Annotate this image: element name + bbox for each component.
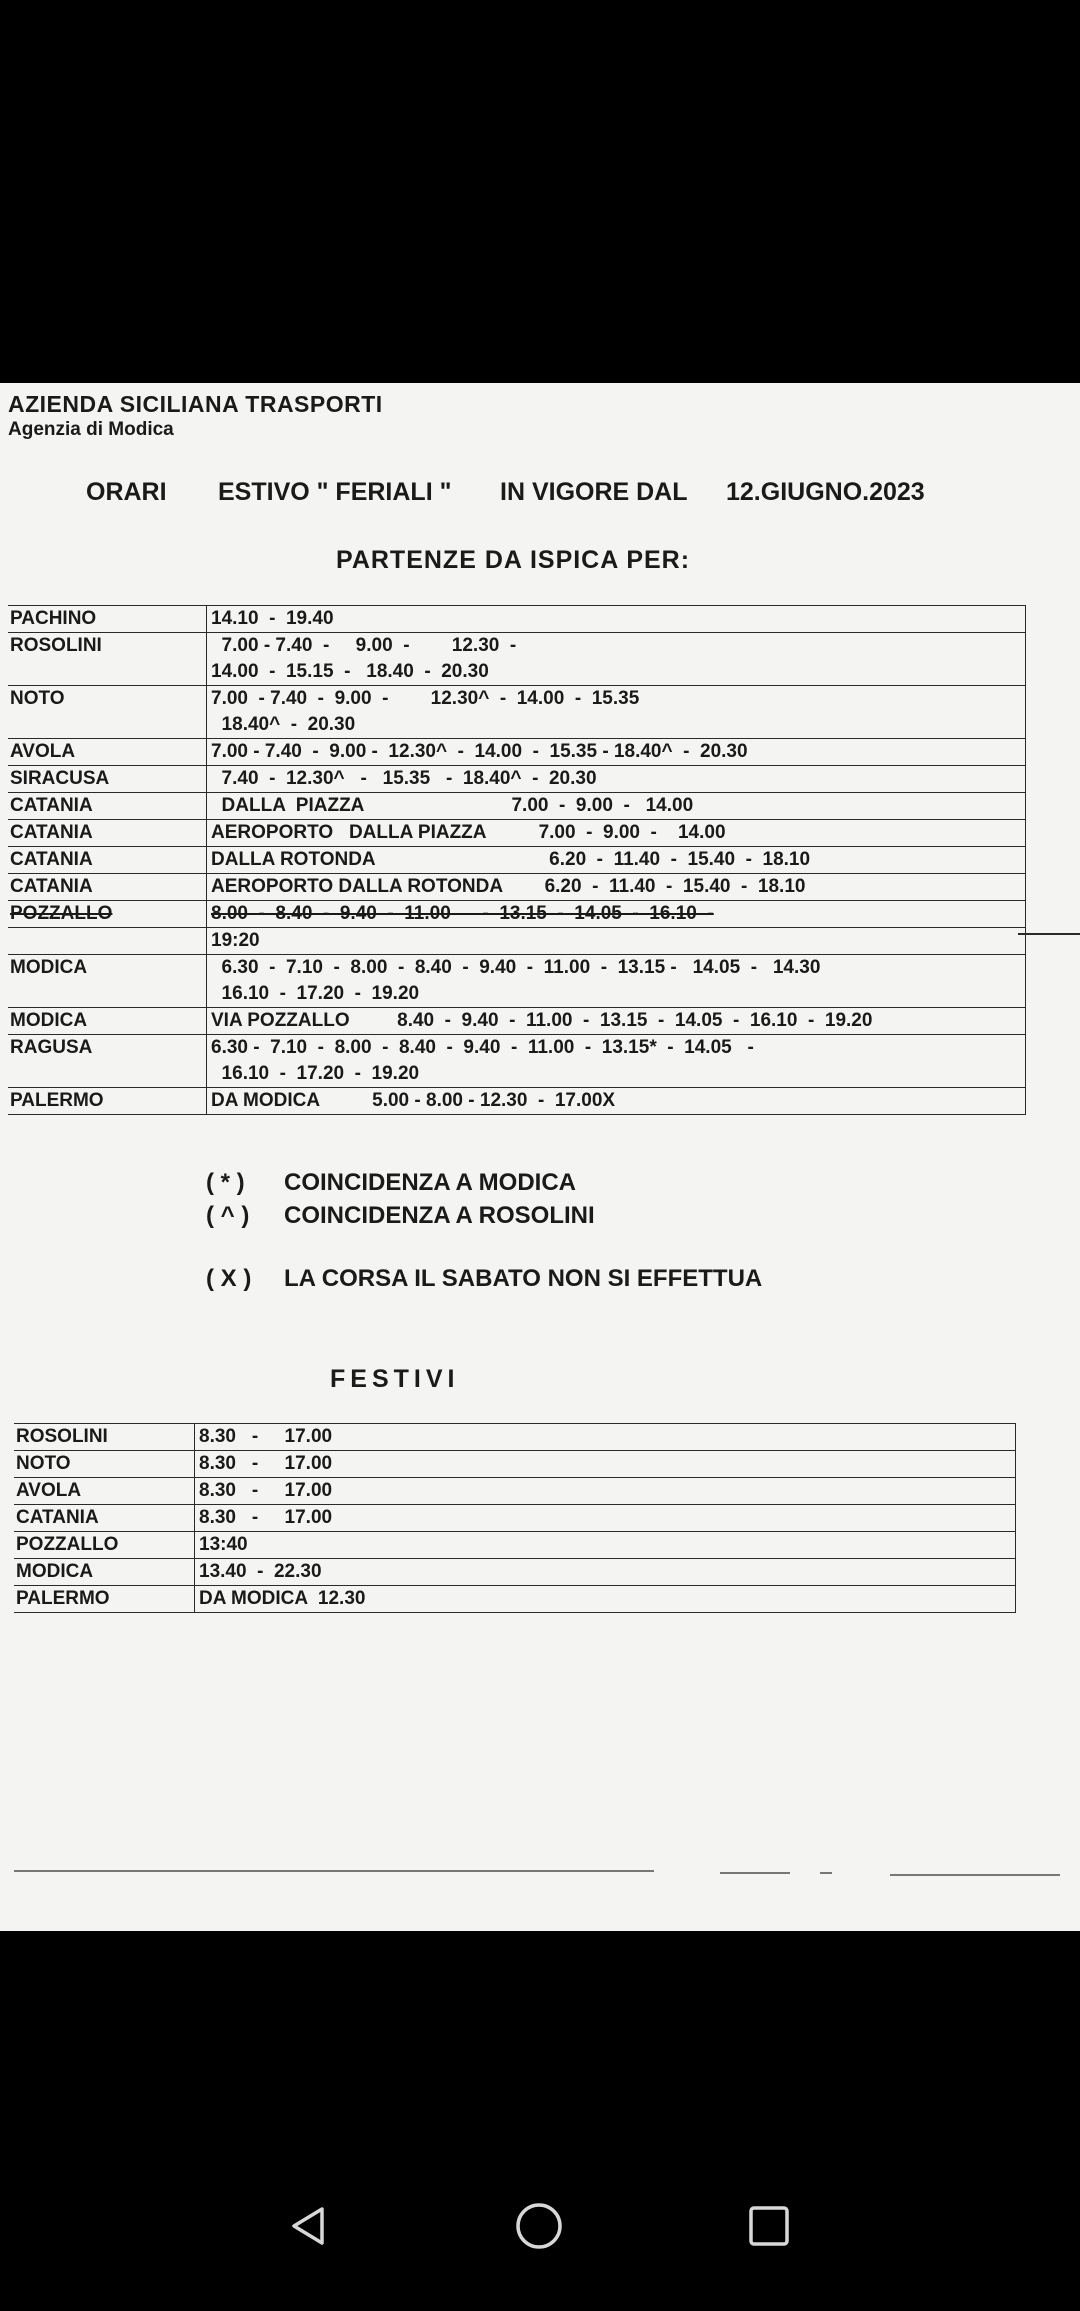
times-cell [207,1035,1026,1088]
table-row [8,739,1026,766]
times-line: 6.30 - 7.10 - 8.00 - 8.40 - 9.40 - 11.00 - 13.15* - 14.05 - [211,1037,754,1058]
times-cell [207,1008,1026,1035]
times-line: 7.00 - 7.40 - 9.00 - 12.30^ - 14.00 - 15.35 [211,688,640,709]
destination-cell: ROSOLINI [14,1424,195,1451]
destination-cell: SIRACUSA [8,766,207,793]
company-name: AZIENDA SICILIANA TRASPORTI [8,391,383,417]
table-row [8,633,1026,686]
nav-back-button[interactable] [284,2201,334,2251]
times-cell: 13:40 [195,1532,1016,1559]
heading-orari: ORARI [86,478,167,506]
back-triangle-icon [284,2201,334,2251]
table-row [8,1088,1026,1115]
destination-cell: PACHINO [8,606,207,633]
table-row [14,1424,1016,1451]
times-line: AEROPORTO DALLA PIAZZA 7.00 - 9.00 - 14.00 [211,822,726,843]
times-cell [207,633,1026,686]
destination-cell: AVOLA [8,739,207,766]
times-cell [207,955,1026,1008]
times-line: 6.30 - 7.10 - 8.00 - 8.40 - 9.40 - 11.00 - 13.15 - 14.05 - 14.30 [211,957,821,978]
bottom-rule-line [820,1872,832,1874]
destination-cell: PALERMO [8,1088,207,1115]
destination-cell [8,928,207,955]
home-circle-icon [514,2201,564,2251]
bottom-rule-line [890,1874,1060,1876]
times-cell [207,793,1026,820]
note-text: COINCIDENZA A ROSOLINI [284,1202,595,1229]
table-row [14,1505,1016,1532]
destination-cell: NOTO [8,686,207,739]
table-row [8,1035,1026,1088]
heading-estivo-feriali: ESTIVO " FERIALI " [218,478,452,506]
table-row [8,766,1026,793]
table-row [8,847,1026,874]
times-cell: 13.40 - 22.30 [195,1559,1016,1586]
times-line: 18.40^ - 20.30 [211,714,356,735]
times-line: 7.40 - 12.30^ - 15.35 - 18.40^ - 20.30 [211,768,597,789]
table-row [8,820,1026,847]
destination-cell: ROSOLINI [8,633,207,686]
nav-home-button[interactable] [514,2201,564,2251]
times-line: 8.00 - 8.40 - 9.40 - 11.00 - 13.15 - 14.05 - 16.10 - [211,903,714,924]
times-line: 16.10 - 17.20 - 19.20 [211,1063,420,1084]
heading-date: 12.GIUGNO.2023 [726,478,925,506]
note-symbol: ( ^ ) [206,1202,250,1229]
times-line: 14.00 - 15.15 - 18.40 - 20.30 [211,661,489,682]
table-row [14,1532,1016,1559]
times-cell [207,686,1026,739]
note-symbol: ( X ) [206,1265,252,1292]
bottom-rule-line [14,1870,654,1872]
times-line: DA MODICA 5.00 - 8.00 - 12.30 - 17.00X [211,1090,616,1111]
note-text: LA CORSA IL SABATO NON SI EFFETTUA [284,1265,763,1292]
times-cell [207,874,1026,901]
note-coincidenza-rosolini [206,1202,595,1230]
destination-cell: CATANIA [8,874,207,901]
times-cell [207,901,1026,928]
strike-extension-line [1018,933,1080,935]
times-line: VIA POZZALLO 8.40 - 9.40 - 11.00 - 13.15 - 14.05 - 16.10 - 19.20 [211,1010,873,1031]
nav-recents-button[interactable] [744,2201,794,2251]
times-line: 7.00 - 7.40 - 9.00 - 12.30 - [211,635,517,656]
table-row [8,606,1026,633]
table-row [8,1008,1026,1035]
weekday-schedule-table [8,605,1026,1115]
table-row [8,955,1026,1008]
times-cell [207,820,1026,847]
table-row [14,1478,1016,1505]
destination-cell: MODICA [8,1008,207,1035]
times-cell [207,766,1026,793]
times-cell: 8.30 - 17.00 [195,1505,1016,1532]
times-line: 7.00 - 7.40 - 9.00 - 12.30^ - 14.00 - 15.35 - 18.40^ - 20.30 [211,741,748,762]
table-row [8,874,1026,901]
times-line: 19:20 [211,930,260,951]
times-cell [207,1088,1026,1115]
times-line: DALLA PIAZZA 7.00 - 9.00 - 14.00 [211,795,694,816]
times-cell [207,928,1026,955]
destination-cell: POZZALLO [8,901,207,928]
times-cell [207,847,1026,874]
destination-cell: POZZALLO [14,1532,195,1559]
table-row [14,1559,1016,1586]
table-row [8,928,1026,955]
destination-cell: NOTO [14,1451,195,1478]
table-row [14,1586,1016,1613]
note-sabato [206,1265,762,1293]
destination-cell: AVOLA [14,1478,195,1505]
agency-name: Agenzia di Modica [8,419,174,440]
destination-cell: RAGUSA [8,1035,207,1088]
departures-subheading: PARTENZE DA ISPICA PER: [336,546,691,574]
times-line: DALLA ROTONDA 6.20 - 11.40 - 15.40 - 18.10 [211,849,811,870]
table-row [8,686,1026,739]
times-cell: 8.30 - 17.00 [195,1424,1016,1451]
note-symbol: ( * ) [206,1169,245,1196]
destination-cell: MODICA [8,955,207,1008]
times-cell: DA MODICA 12.30 [195,1586,1016,1613]
times-line: 16.10 - 17.20 - 19.20 [211,983,420,1004]
document-page [0,383,1080,1931]
recents-square-icon [744,2201,794,2251]
table-row [8,901,1026,928]
times-cell: 8.30 - 17.00 [195,1451,1016,1478]
bottom-rule-line [720,1872,790,1874]
note-text: COINCIDENZA A MODICA [284,1169,576,1196]
table-row [8,793,1026,820]
note-coincidenza-modica [206,1169,576,1197]
times-line: AEROPORTO DALLA ROTONDA 6.20 - 11.40 - 15.40 - 18.10 [211,876,806,897]
destination-cell: CATANIA [14,1505,195,1532]
times-line: 14.10 - 19.40 [211,608,334,629]
destination-cell: CATANIA [8,820,207,847]
times-cell [207,739,1026,766]
destination-cell: PALERMO [14,1586,195,1613]
festivi-title: FESTIVI [330,1365,460,1393]
destination-cell: CATANIA [8,793,207,820]
destination-cell: CATANIA [8,847,207,874]
festivi-schedule-table [14,1423,1016,1613]
heading-in-vigore: IN VIGORE DAL [500,478,688,506]
times-cell [207,606,1026,633]
times-cell: 8.30 - 17.00 [195,1478,1016,1505]
table-row [14,1451,1016,1478]
destination-cell: MODICA [14,1559,195,1586]
